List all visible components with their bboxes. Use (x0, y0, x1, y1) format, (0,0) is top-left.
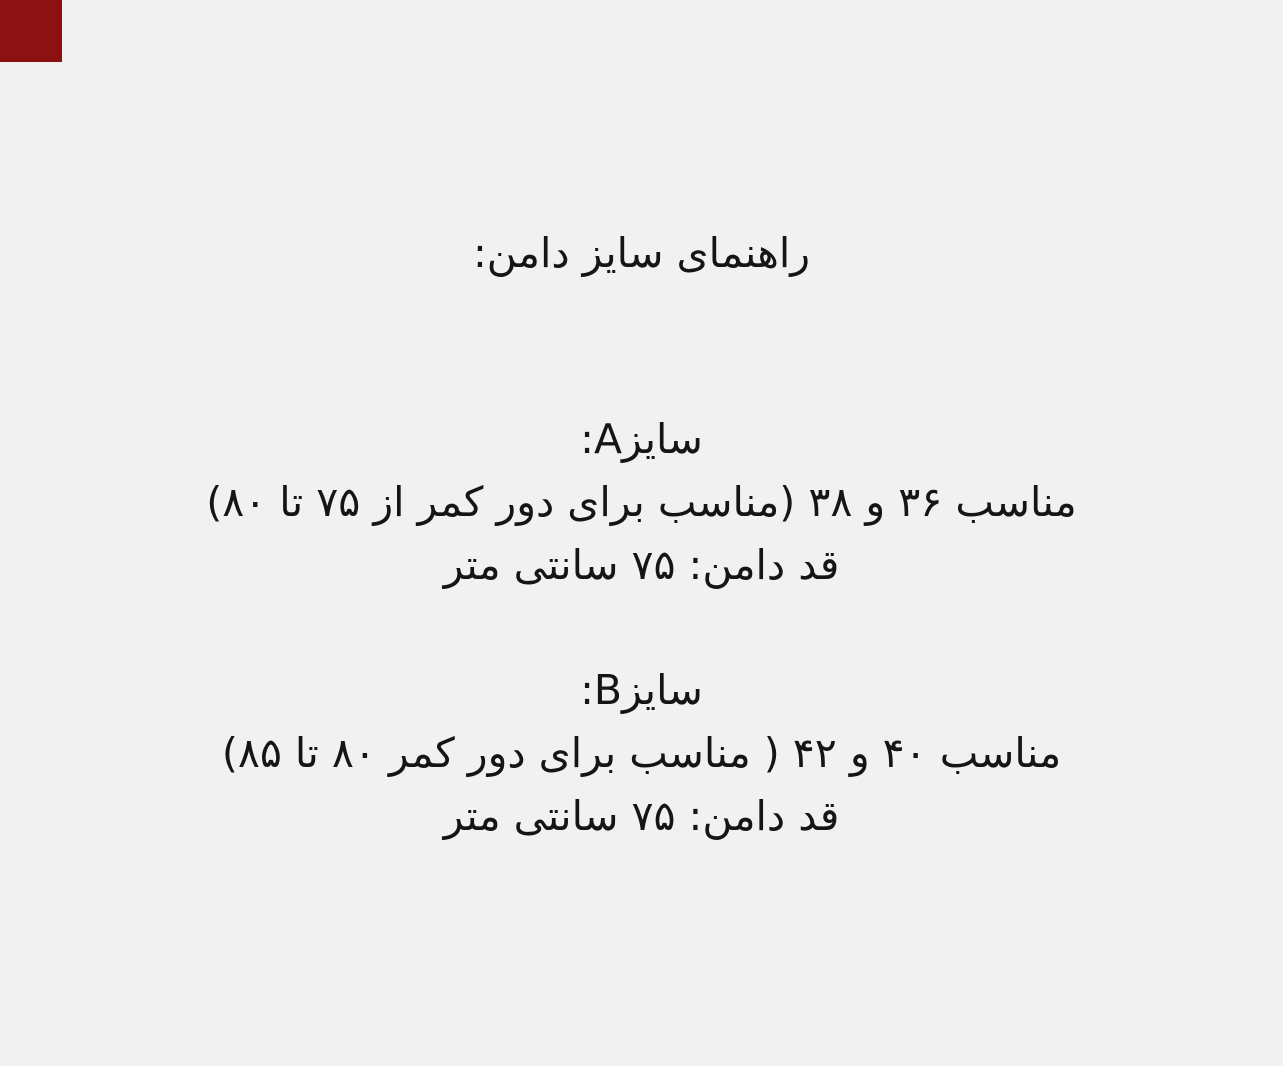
size-section-b (0, 659, 1283, 848)
size-a-length-line: قد دامن: ۷۵ سانتی متر (443, 541, 840, 589)
size-section-a (0, 408, 1283, 597)
page-title: راهنمای سایز دامن: (472, 229, 811, 277)
size-b-heading: سایزB: (580, 666, 703, 714)
size-a-fit-line: مناسب ۳۶ و ۳۸ (مناسب برای دور کمر از ۷۵ تا ۸۰) (206, 478, 1077, 526)
red-square-marker (0, 0, 62, 62)
size-b-length-line: قد دامن: ۷۵ سانتی متر (443, 792, 840, 840)
size-a-heading: سایزA: (580, 415, 703, 463)
size-b-fit-line: مناسب ۴۰ و ۴۲ ( مناسب برای دور کمر ۸۰ تا ۸۵) (221, 729, 1062, 777)
